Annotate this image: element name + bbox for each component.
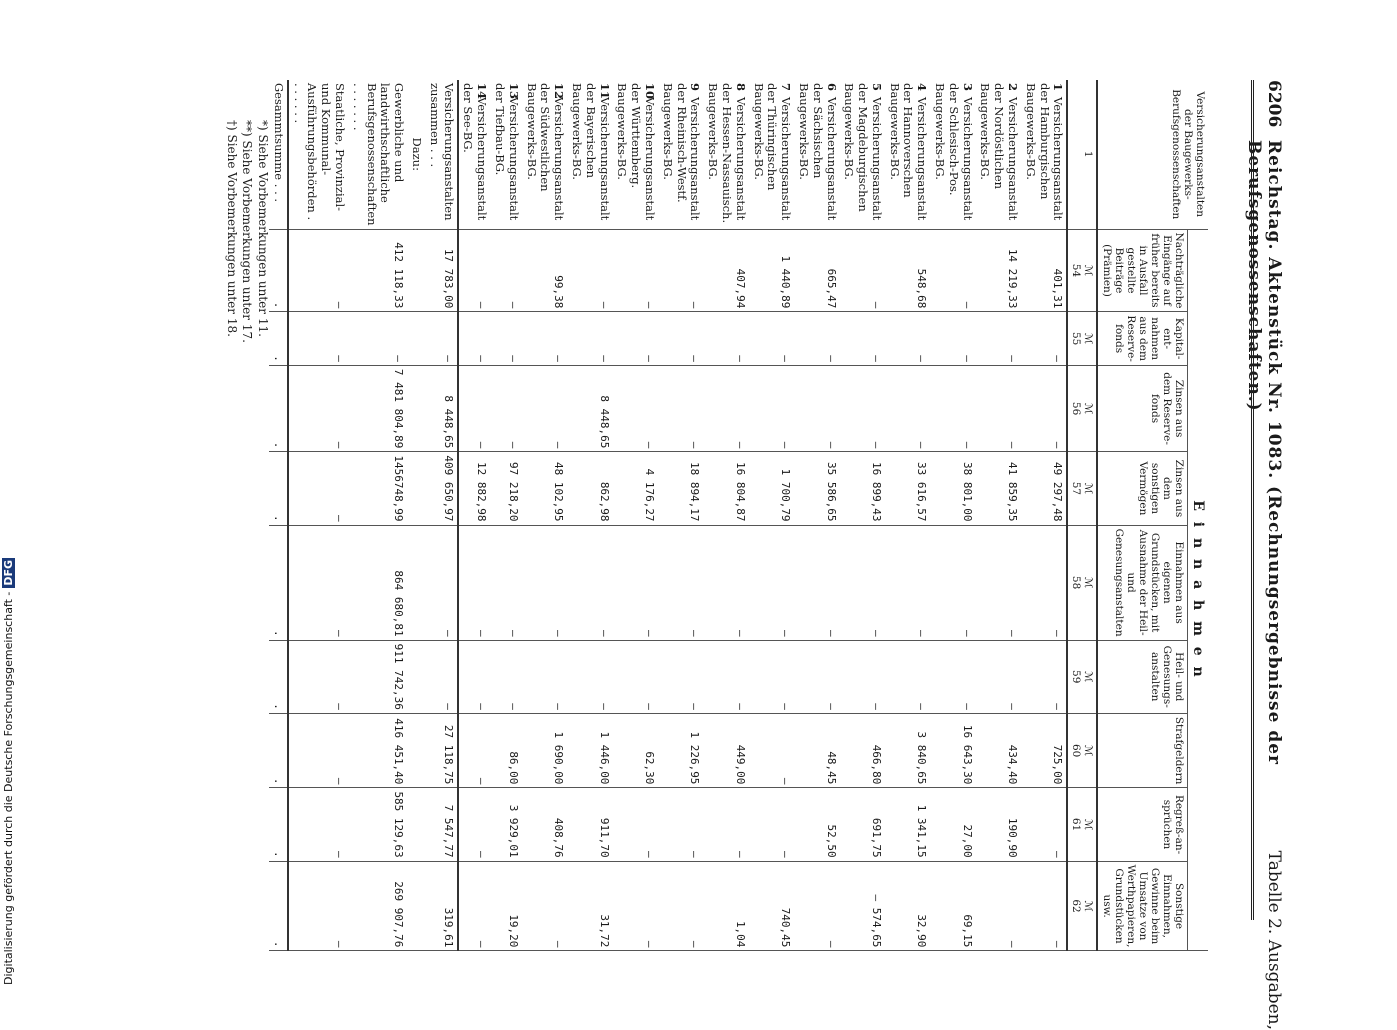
row-name: Versicherungsanstalt der Nordöstlichen Baugewerks-BG. (978, 83, 1021, 221)
table-cell: 16 804,87 (703, 452, 748, 525)
table-cell: — (749, 365, 794, 451)
table-cell: — (458, 312, 491, 365)
table-cell: — (749, 788, 794, 861)
table-cell: 1 700,79 (749, 452, 794, 525)
row-label (567, 80, 612, 229)
table-row (703, 80, 748, 951)
column-header: Regreß-an-sprüchen (1097, 788, 1187, 861)
row-name: Versicherungsanstalt der Bayerischen Baugewerks-BG. (569, 83, 612, 221)
table-cell: 41 859,35 (976, 452, 1021, 525)
table-row (885, 80, 930, 951)
table-cell: 99,38 (522, 229, 567, 312)
table-cell: — (567, 312, 612, 365)
table-cell: — (425, 525, 458, 640)
dazu-label: Dazu: (407, 80, 425, 229)
column-number-value: 56 (1070, 401, 1083, 416)
table-cell: 449,00 (703, 713, 748, 788)
table-cell: 97 218,20 (490, 452, 522, 525)
table-cell: — (567, 525, 612, 640)
empty-cell (407, 640, 425, 713)
table-cell: — (1021, 640, 1067, 713)
column-number-value: 59 (1070, 670, 1083, 684)
table-cell: — (613, 365, 658, 451)
page-number: 6206 (1264, 80, 1284, 128)
table-cell: — (288, 312, 348, 365)
row-number: 1 (1051, 83, 1066, 92)
table-cell: — (885, 312, 930, 365)
footnote: †) Siehe Vorbemerkungen unter 18. (224, 120, 239, 337)
table-cell: — (840, 312, 885, 365)
row-number: 2 (1006, 83, 1021, 92)
table-cell: 86,00 (490, 713, 522, 788)
table-cell: — (930, 312, 975, 365)
page-title: Reichstag. Aktenstück Nr. 1083. (Rechnungsergebnisse der Berufsgenossenschaften.) (1244, 140, 1284, 765)
table-cell: — (522, 365, 567, 451)
footnote: **) Siehe Vorbemerkungen unter 17. (240, 120, 255, 343)
table-cell: — (794, 525, 839, 640)
row-name: Versicherungsanstalt der Südwestlichen Baugewerks-BG. (524, 83, 567, 221)
table-cell: 7 547,77 (425, 788, 458, 861)
column-number (1067, 525, 1097, 640)
table-row (348, 80, 407, 951)
table-cell: . (269, 365, 288, 451)
table-cell: — (288, 713, 348, 788)
table-cell: — (425, 312, 458, 365)
unit-label: ℳ (1082, 264, 1095, 277)
table-cell: 33 616,57 (885, 452, 930, 525)
table-cell: . (269, 312, 288, 365)
table-cell: 62,30 (613, 713, 658, 788)
table-cell: — (1021, 788, 1067, 861)
row-label (348, 80, 407, 229)
column-header: Strafgeldern (1097, 713, 1187, 788)
row-name: Versicherungsanstalt der Thüringischen Baugewerks-BG. (751, 83, 794, 221)
row-name: Versicherungsanstalt der Württemberg. Baugewerks-BG. (615, 83, 657, 221)
row-number: 6 (824, 83, 839, 92)
table-cell: — (522, 525, 567, 640)
row-name: Versicherungsanstalt der Magdeburgischen Baugewerks-BG. (842, 83, 884, 221)
row-label (658, 80, 703, 229)
table-cell: . (269, 861, 288, 951)
table-row (425, 80, 458, 951)
row-name: Versicherungsanstalt der Tiefbau-BG. (492, 83, 521, 221)
row-number: 11 (597, 83, 612, 100)
table-cell: — (522, 640, 567, 713)
table-body (269, 80, 1067, 951)
row-label (885, 80, 930, 229)
row-label (1021, 80, 1067, 229)
column-number (1067, 713, 1097, 788)
table-cell: — (658, 861, 703, 951)
empty-cell (407, 525, 425, 640)
table-cell: — (930, 525, 975, 640)
row-name: Versicherungsanstalten zusammen . . . (427, 83, 456, 221)
table-cell: 17 783,00 (425, 229, 458, 312)
table-cell: — (288, 861, 348, 951)
table-cell: . (269, 788, 288, 861)
row-number: 12 (552, 83, 567, 100)
unit-label: ℳ (1082, 482, 1095, 495)
unit-label: ℳ (1082, 333, 1095, 345)
table-cell: 548,68 (885, 229, 930, 312)
table-cell: — (288, 525, 348, 640)
table-cell: — (288, 452, 348, 525)
table-cell: — (1021, 312, 1067, 365)
table-cell: . (269, 640, 288, 713)
table-cell: — (613, 229, 658, 312)
table-cell: — (658, 365, 703, 451)
column-number-row (1067, 80, 1097, 951)
table-row (288, 80, 348, 951)
empty-cell (407, 365, 425, 451)
unit-label: ℳ (1082, 818, 1095, 831)
table-cell: — (458, 525, 491, 640)
table-cell: 3 929,01 (490, 788, 522, 861)
table-cell: 190,90 (976, 788, 1021, 861)
table-cell: 3 840,65 (885, 713, 930, 788)
table-cell: 19,20 (490, 861, 522, 951)
row-name: Versicherungsanstalt der Rheinisch-Westf. Baugewerks-BG. (660, 83, 703, 221)
unit-label: ℳ (1082, 402, 1095, 415)
unit-label: ℳ (1082, 671, 1095, 683)
credit-text: Digitalisierung gefördert durch die Deutsche Forschungsgemeinschaft - (2, 591, 15, 985)
table-cell: — (658, 640, 703, 713)
row-name: Versicherungsanstalt der Hannoverschen Baugewerks-BG. (887, 83, 930, 221)
row-number: 9 (688, 83, 703, 92)
table-cell: — (749, 713, 794, 788)
table-cell: 49 297,48 (1021, 452, 1067, 525)
table-cell: — (703, 365, 748, 451)
dfg-logo: DFG (2, 559, 15, 586)
table-cell: — (840, 525, 885, 640)
row-name: Staatliche, Provinzial- und Kommunal-Ausführungsbehörden . . . . . . . (291, 83, 348, 221)
table-row (976, 80, 1021, 951)
table-cell: 416 451,40 (348, 713, 407, 788)
row-number: 7 (779, 83, 794, 92)
row-number: 14 (475, 83, 490, 100)
row-number: 8 (733, 83, 748, 92)
table-cell: 1 446,00 (567, 713, 612, 788)
table-cell: 48,45 (794, 713, 839, 788)
table-cell: — (794, 365, 839, 451)
row-label (490, 80, 522, 229)
empty-cell (407, 713, 425, 788)
table-cell: — (1021, 861, 1067, 951)
column-header: Kapital-ent-nahmen aus dem Reserve-fonds (1097, 312, 1187, 365)
table-cell: 408,76 (522, 788, 567, 861)
table-cell: — (930, 640, 975, 713)
table-cell: — (703, 640, 748, 713)
table-cell: 1456748,99 (348, 452, 407, 525)
table-row (522, 80, 567, 951)
column-number (1067, 640, 1097, 713)
table-cell: — (976, 861, 1021, 951)
row-number: 13 (506, 83, 521, 100)
row-label (749, 80, 794, 229)
table-cell: 1 690,00 (522, 713, 567, 788)
rotated-page (170, 80, 1290, 1030)
table-cell: — (1021, 525, 1067, 640)
table-cell: — (840, 640, 885, 713)
table-cell: 401,31 (1021, 229, 1067, 312)
row-number: 3 (960, 83, 975, 92)
column-number-value: 57 (1070, 481, 1083, 496)
table-cell: — (490, 640, 522, 713)
table-cell: — (885, 365, 930, 451)
dazu-row (407, 80, 425, 951)
table-cell: 911 742,36 (348, 640, 407, 713)
section-title: E i n n a h m e n (1187, 229, 1208, 951)
column-number (1067, 861, 1097, 951)
table-cell: — (658, 788, 703, 861)
table-row (658, 80, 703, 951)
table-cell: — (976, 525, 1021, 640)
table-cell: — (490, 525, 522, 640)
table-cell: . (269, 229, 288, 312)
table-cell: — (458, 365, 491, 451)
table-cell: 862,98 (567, 452, 612, 525)
empty-cell (407, 861, 425, 951)
table-cell: 32,90 (885, 861, 930, 951)
table-cell: — (458, 861, 491, 951)
row-number: 10 (642, 83, 657, 100)
column-header: Nachträgliche Eingänge auf früher bereits in Ausfall gestellte Beiträge (Prämien) (1097, 229, 1187, 312)
table-cell: 18 894,17 (658, 452, 703, 525)
column-number-value: 62 (1070, 899, 1083, 913)
table-cell: 12 882,98 (458, 452, 491, 525)
table-cell: — (976, 640, 1021, 713)
row-name: Gewerbliche und landwirthschaftliche Berufsgenossenschaften . . . . . . . (350, 83, 407, 226)
table-cell: — (458, 788, 491, 861)
table-cell: — (288, 788, 348, 861)
table-cell: 16 899,43 (840, 452, 885, 525)
column-header: Zinsen aus dem Reserve-fonds (1097, 365, 1187, 451)
table-cell: — (703, 788, 748, 861)
table-cell: — (348, 312, 407, 365)
digitization-credit (2, 0, 16, 985)
column-header: Sonstige Einnahmen, Gewinne beim Umsatze von Werthpapieren, Grundstücken usw. (1097, 861, 1187, 951)
table-cell: — (749, 312, 794, 365)
table-reference: Tabelle 2. Ausgaben, (1264, 850, 1284, 1030)
table-cell: — (613, 640, 658, 713)
table-cell: 412 118,33 (348, 229, 407, 312)
column-header: Zinsen aus dem sonstigen Vermögen (1097, 452, 1187, 525)
table-row (749, 80, 794, 951)
table-cell: — (794, 861, 839, 951)
row-label (458, 80, 491, 229)
table-cell: — (613, 861, 658, 951)
empty-cell (407, 452, 425, 525)
table-cell: — (703, 525, 748, 640)
empty-cell (407, 312, 425, 365)
column-number (1067, 365, 1097, 451)
row-label (269, 80, 288, 229)
table-cell: — (840, 229, 885, 312)
row-label (930, 80, 975, 229)
table-row (567, 80, 612, 951)
row-label (522, 80, 567, 229)
table-cell: — (458, 713, 491, 788)
table-cell: — (288, 229, 348, 312)
table-cell: 409 650,97 (425, 452, 458, 525)
table-cell: — (522, 312, 567, 365)
row-name: Versicherungsanstalt der Sächsischen Baugewerks-BG. (796, 83, 839, 221)
table-row (1021, 80, 1067, 951)
table-cell: — (490, 365, 522, 451)
table-row (269, 80, 288, 951)
table-cell: — (976, 365, 1021, 451)
table-cell: 35 586,65 (794, 452, 839, 525)
table-cell: — (794, 640, 839, 713)
table-cell: 52,50 (794, 788, 839, 861)
row-name: Versicherungsanstalt der See-BG. (461, 83, 490, 221)
column-number-value: 60 (1070, 743, 1083, 758)
footnote: *) Siehe Vorbemerkungen unter 11. (256, 120, 270, 337)
empty-cell (407, 788, 425, 861)
table-row (794, 80, 839, 951)
table-cell: — (613, 312, 658, 365)
table-row (840, 80, 885, 951)
table-cell: 665,47 (794, 229, 839, 312)
unit-label: ℳ (1082, 900, 1095, 912)
column-number (1067, 788, 1097, 861)
empty-cell (407, 229, 425, 312)
table-cell: — (885, 525, 930, 640)
table-cell: — (288, 365, 348, 451)
table-cell: 27,00 (930, 788, 975, 861)
income-table (269, 80, 1208, 951)
table-cell: — (840, 365, 885, 451)
table-cell: — (658, 312, 703, 365)
table-cell: 434,40 (976, 713, 1021, 788)
table-cell: 319,61 (425, 861, 458, 951)
table-cell: 48 102,95 (522, 452, 567, 525)
table-cell: 1 226,95 (658, 713, 703, 788)
table-cell: 69,15 (930, 861, 975, 951)
table-cell: — (522, 861, 567, 951)
table-cell: 8 448,65 (567, 365, 612, 451)
row-number: 5 (869, 83, 884, 92)
table-cell: 691,75 (840, 788, 885, 861)
row-name: Versicherungsanstalt der Hessen-Nassauisch. Baugewerks-BG. (706, 83, 748, 224)
column-number-value: 58 (1070, 575, 1083, 590)
column-header: Einnahmen aus eigenen Grundstücken, mit Ausnahme der Heil- und Genesungsanstalten (1097, 525, 1187, 640)
table-cell: — (458, 640, 491, 713)
row-label (840, 80, 885, 229)
table-cell: . (269, 452, 288, 525)
table-cell: — (613, 788, 658, 861)
table-cell: — (425, 640, 458, 713)
table-cell: — (658, 525, 703, 640)
column-number-value: 54 (1070, 263, 1083, 278)
table-cell: — (490, 312, 522, 365)
column-number-value: 55 (1070, 331, 1083, 346)
table-cell: — (703, 312, 748, 365)
table-cell: . (269, 713, 288, 788)
table-cell: 864 680,81 (348, 525, 407, 640)
table-cell: 725,00 (1021, 713, 1067, 788)
table-cell: 740,45 (749, 861, 794, 951)
table-cell: 14 219,33 (976, 229, 1021, 312)
column-number (1067, 229, 1097, 312)
column-header: Heil- und Genesungs-anstalten (1097, 640, 1187, 713)
table-cell: — (1021, 365, 1067, 451)
table-cell: 1,04 (703, 861, 748, 951)
table-cell: — (567, 640, 612, 713)
header-rule (1251, 80, 1254, 920)
table-row (930, 80, 975, 951)
table-cell: — (613, 525, 658, 640)
column-number (1067, 452, 1097, 525)
table-cell: — (885, 640, 930, 713)
table-cell: — 574,65 (840, 861, 885, 951)
row-name: Versicherungsanstalt der Schlesisch-Pos. Baugewerks-BG. (933, 83, 975, 221)
unit-label: ℳ (1082, 576, 1095, 589)
table-cell: 31,72 (567, 861, 612, 951)
table-cell: — (658, 229, 703, 312)
table-cell: 27 118,75 (425, 713, 458, 788)
row-label (425, 80, 458, 229)
table-cell: 7 481 804,89 (348, 365, 407, 451)
table-cell: — (567, 229, 612, 312)
table-cell: — (930, 365, 975, 451)
table-row (613, 80, 658, 951)
table-cell: 4 176,27 (613, 452, 658, 525)
unit-label: ℳ (1082, 745, 1095, 757)
table-cell: — (749, 525, 794, 640)
table-cell: . (269, 525, 288, 640)
table-cell: — (930, 229, 975, 312)
column-number (1067, 312, 1097, 365)
table-cell: — (794, 312, 839, 365)
table-cell: — (749, 640, 794, 713)
table-row (458, 80, 491, 951)
table-cell: 407,94 (703, 229, 748, 312)
table-cell: 8 448,65 (425, 365, 458, 451)
table-cell: 466,80 (840, 713, 885, 788)
table-cell: — (490, 229, 522, 312)
row-number: 4 (915, 83, 930, 92)
footnotes (223, 120, 270, 343)
table-cell: 911,70 (567, 788, 612, 861)
column-number: 1 (1067, 80, 1097, 229)
table-row (490, 80, 522, 951)
row-name: Gesammtsumme . . . (271, 83, 286, 203)
table-cell: 38 801,00 (930, 452, 975, 525)
row-name: Versicherungsanstalt der Hamburgischen Baugewerks-BG. (1023, 83, 1066, 221)
row-label (288, 80, 348, 229)
row-label (703, 80, 748, 229)
row-label (613, 80, 658, 229)
table-cell: — (458, 229, 491, 312)
row-label (794, 80, 839, 229)
table-cell: — (976, 312, 1021, 365)
table-cell: 585 129,63 (348, 788, 407, 861)
column-number-value: 61 (1070, 817, 1083, 832)
table-cell: 16 643,30 (930, 713, 975, 788)
row-label (976, 80, 1021, 229)
table-cell: 1 440,89 (749, 229, 794, 312)
table-cell: — (288, 640, 348, 713)
row-header: Versicherungsanstalten der Baugewerks-Berufsgenossenschaften (1097, 80, 1208, 229)
table-cell: 269 907,76 (348, 861, 407, 951)
table-cell: 1 341,15 (885, 788, 930, 861)
page-header (1244, 80, 1290, 1030)
